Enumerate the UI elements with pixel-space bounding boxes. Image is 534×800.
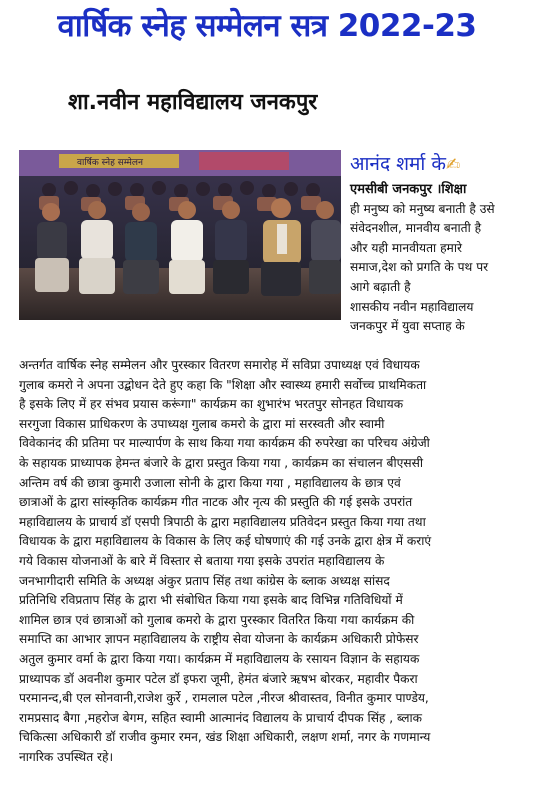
body-line: विवेकानंद की प्रतिमा पर माल्यार्पण के साथ किया गया कार्यक्रम की रुपरेखा का परिचय अंग्रेजी bbox=[19, 436, 430, 451]
byline bbox=[350, 150, 460, 179]
body-line: परमानन्द,बी एल सोनवानी,राजेश कुर्रे , रामलाल पटेल ,नीरज श्रीवास्तव, विनीत कुमार पाण्डेय, bbox=[19, 691, 429, 706]
body-line: गये विकास योजनाओं के बारे में विस्तार से बताया गया इसके उपरांत महाविद्यालय के bbox=[19, 553, 385, 568]
college-name-subhead: शा.नवीन महाविद्यालय जनकपुर bbox=[68, 90, 318, 115]
side-line: समाज,देश को प्रगति के पथ पर bbox=[350, 260, 489, 275]
side-paragraph bbox=[350, 180, 528, 337]
body-line: अतुल कुमार वर्मा के द्वारा किया गया। कार्यक्रम में महाविद्यालय के रसायन विज्ञान के सहायक bbox=[19, 651, 420, 666]
side-line: और यही मानवीयता हमारे bbox=[350, 240, 462, 255]
body-line: रामप्रसाद बैगा ,महरोज बेगम, सहित स्वामी आत्मानंद विद्यालय के प्राचार्य दीपक सिंह , ब्लाक bbox=[19, 710, 423, 725]
photo-banner-text: वार्षिक स्नेह सम्मेलन bbox=[77, 158, 143, 168]
body-line: जनभागीदारी समिति के अध्यक्ष अंकुर प्रताप सिंह तथा कांग्रेस के ब्लाक अध्यक्ष सांसद bbox=[19, 573, 390, 588]
event-photo bbox=[19, 150, 341, 320]
author-name: आनंद शर्मा के bbox=[350, 153, 446, 175]
body-line: शामिल छात्र एवं छात्राओं को गुलाब कमरो के द्वारा पुरस्कार वितरित किया गया कार्यक्रम की bbox=[19, 612, 415, 627]
body-line: सरगुजा विकास प्राधिकरण के उपाध्यक्ष गुलाब कमरो के द्वारा मां सरस्वती और स्वामी bbox=[19, 416, 385, 431]
body-line: विधायक के द्वारा महाविद्यालय के विकास के लिए कई घोषणाएं की गई उनके द्वारा क्षेत्र में कराएं bbox=[19, 534, 432, 549]
headline: वार्षिक स्नेह सम्मेलन सत्र 2022-23 bbox=[57, 8, 477, 44]
body-line: प्राध्यापक डॉ अवनीश कुमार पटेल डॉ इफरा जूमी, हेमंत बंजारे ऋषभ बोरकर, महावीर पैकरा bbox=[19, 671, 418, 686]
body-line: के सहायक प्राध्यापक हेमन्त बंजारे के द्वारा प्रस्तुत किया गया , कार्यक्रम का संचालन बीएससी bbox=[19, 455, 424, 470]
body-line: अन्तर्गत वार्षिक स्नेह सम्मेलन और पुरस्कार वितरण समारोह में सविप्रा उपाध्यक्ष एवं विधायक bbox=[19, 358, 420, 372]
body-line: गुलाब कमरो ने अपना उद्बोधन देते हुए कहा कि "शिक्षा और स्वास्थ्य हमारी सर्वोच्च प्राथमिकता bbox=[19, 377, 427, 392]
side-line: जनकपुर में युवा सप्ताह के bbox=[350, 319, 465, 334]
writing-hand-icon: ✍ bbox=[445, 155, 461, 175]
side-line: संवेदनशील, मानवीय बनाती है bbox=[350, 221, 482, 236]
body-line: समाप्ति का आभार ज्ञापन महाविद्यालय के राष्ट्रीय सेवा योजना के कार्यक्रम अधिकारी प्रोफेसर bbox=[19, 632, 419, 647]
side-line: एमसीबी जनकपुर ।शिक्षा bbox=[350, 182, 467, 197]
side-line: शासकीय नवीन महाविद्यालय bbox=[350, 299, 474, 314]
body-line: महाविद्यालय के प्राचार्य डॉ एसपी त्रिपाठी के द्वारा महाविद्यालय प्रतिवेदन प्रस्तुत किया गया तथा bbox=[19, 514, 426, 529]
body-line: अन्तिम वर्ष की छात्रा कुमारी उजाला सोनी के द्वारा किया गया , महाविद्यालय के छात्र एवं bbox=[19, 475, 401, 490]
body-line: है इसके लिए में हर संभव प्रयास करूंगा" कार्यक्रम का शुभारंभ भरतपुर सोनहत विधायक bbox=[19, 397, 404, 412]
body-line: प्रतिनिधि रविप्रताप सिंह के द्वारा भी संबोधित किया गया इसके बाद विभिन्न गतिविधियों में bbox=[19, 593, 403, 608]
side-line: ही मनुष्य को मनुष्य बनाती है उसे bbox=[350, 201, 495, 216]
body-line: चिकित्सा अधिकारी डॉ राजीव कुमार रमन, खंड शिक्षा अधिकारी, लक्षण शर्मा, नगर के गणमान्य bbox=[19, 730, 431, 745]
body-line: नागरिक उपस्थित रहे। bbox=[19, 749, 114, 764]
body-line: छात्राओं के द्वारा सांस्कृतिक कार्यक्रम गीत नाटक और नृत्य की प्रस्तुति की गई इसके उपरांत bbox=[19, 495, 413, 510]
article-body bbox=[19, 356, 531, 767]
side-line: आगे बढ़ाती है bbox=[350, 279, 411, 294]
